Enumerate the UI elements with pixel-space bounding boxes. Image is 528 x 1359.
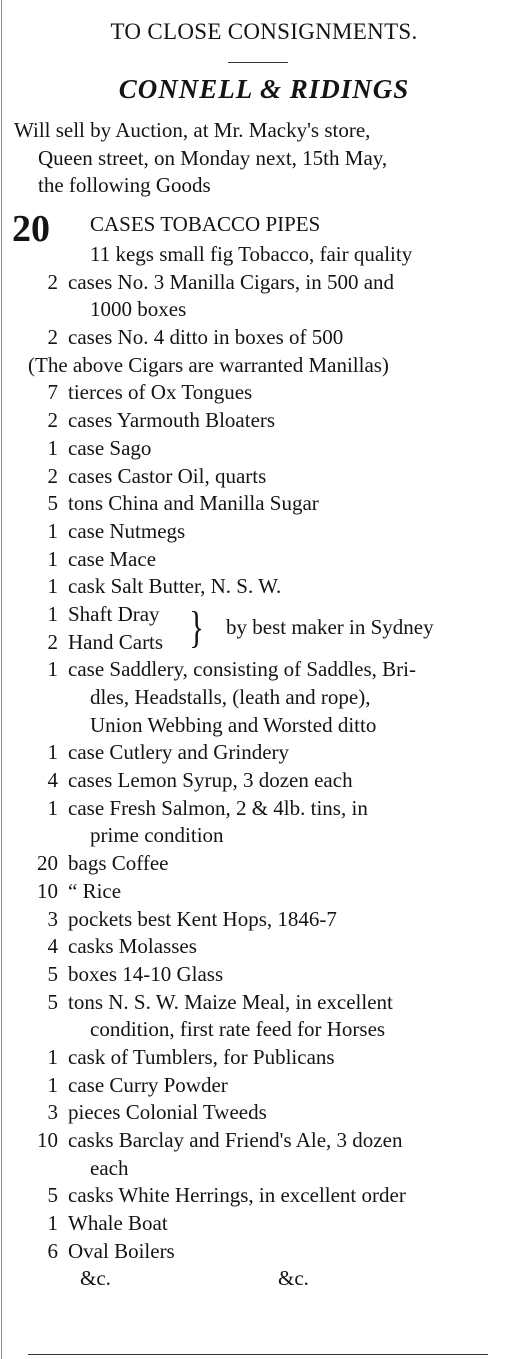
bottom-rule bbox=[28, 1354, 488, 1355]
item-quantity: 2 bbox=[47, 269, 58, 294]
item-quantity: 3 bbox=[47, 906, 58, 931]
item-description: case Sago bbox=[68, 435, 152, 460]
list-item bbox=[0, 1182, 528, 1210]
etcetera-row bbox=[0, 1265, 528, 1295]
item-description: Hand Carts bbox=[68, 629, 164, 654]
item-description: case Fresh Salmon, 2 & 4lb. tins, in bbox=[68, 795, 368, 820]
list-item bbox=[0, 490, 528, 518]
item-description: each bbox=[90, 1155, 129, 1180]
item-description: case Saddlery, consisting of Saddles, Bri- bbox=[68, 657, 416, 682]
list-item bbox=[0, 352, 528, 380]
list-item bbox=[0, 906, 528, 934]
list-item bbox=[0, 989, 528, 1017]
item-quantity: 1 bbox=[47, 657, 58, 682]
brace-group bbox=[0, 601, 528, 656]
list-item bbox=[0, 656, 528, 684]
intro-line: Will sell by Auction, at Mr. Macky's store, bbox=[14, 118, 371, 142]
heading: TO CLOSE CONSIGNMENTS. bbox=[110, 19, 418, 44]
list-item bbox=[0, 1210, 528, 1238]
goods-list bbox=[0, 241, 528, 1295]
list-item bbox=[0, 435, 528, 463]
list-item-continuation bbox=[0, 296, 528, 324]
item-description: prime condition bbox=[90, 823, 224, 848]
list-item bbox=[0, 463, 528, 491]
item-description: cask of Tumblers, for Publicans bbox=[68, 1044, 335, 1069]
item-quantity: 1 bbox=[47, 795, 58, 820]
item-quantity: 2 bbox=[47, 629, 58, 654]
list-item bbox=[0, 1099, 528, 1127]
list-item bbox=[0, 1238, 528, 1266]
item-description: casks Molasses bbox=[68, 934, 197, 959]
item-description: case Curry Powder bbox=[68, 1072, 228, 1097]
item-description: bags Coffee bbox=[68, 851, 169, 876]
item-quantity: 1 bbox=[47, 574, 58, 599]
item-quantity: 7 bbox=[47, 380, 58, 405]
item-description: case Cutlery and Grindery bbox=[68, 740, 290, 765]
list-item-continuation bbox=[0, 712, 528, 740]
item-description: condition, first rate feed for Horses bbox=[90, 1017, 386, 1042]
intro-paragraph bbox=[14, 117, 524, 200]
item-quantity: 5 bbox=[47, 491, 58, 516]
item-quantity: 5 bbox=[47, 989, 58, 1014]
item-quantity: 1 bbox=[47, 518, 58, 543]
brace-shared-text: by best maker in Sydney bbox=[226, 614, 434, 639]
item-description: 11 kegs small fig Tobacco, fair quality bbox=[90, 242, 413, 266]
list-item bbox=[0, 850, 528, 878]
item-quantity: 2 bbox=[47, 463, 58, 488]
list-item bbox=[0, 407, 528, 435]
list-item bbox=[0, 795, 528, 823]
brace-glyph: } bbox=[189, 602, 204, 652]
item-quantity: 5 bbox=[47, 1183, 58, 1208]
item-description: case Mace bbox=[68, 546, 157, 571]
item-description: Oval Boilers bbox=[68, 1238, 175, 1263]
item-description: tierces of Ox Tongues bbox=[68, 380, 253, 405]
item-description: cask Salt Butter, N. S. W. bbox=[68, 574, 282, 599]
list-item bbox=[0, 518, 528, 546]
list-item bbox=[0, 1072, 528, 1100]
item-description: tons China and Manilla Sugar bbox=[68, 491, 319, 516]
list-item bbox=[0, 379, 528, 407]
item-description: cases No. 3 Manilla Cigars, in 500 and bbox=[68, 269, 395, 294]
item-quantity: 3 bbox=[47, 1100, 58, 1125]
item-quantity: 1 bbox=[47, 601, 58, 626]
item-quantity: 4 bbox=[47, 768, 58, 793]
list-item bbox=[0, 878, 528, 906]
item-quantity: 4 bbox=[47, 934, 58, 959]
item-description: pockets best Kent Hops, 1846-7 bbox=[68, 906, 337, 931]
list-item bbox=[0, 1127, 528, 1155]
list-item bbox=[0, 546, 528, 574]
intro-line: the following Goods bbox=[38, 173, 211, 198]
item-description: casks White Herrings, in excellent order bbox=[68, 1183, 406, 1208]
item-description: case Nutmegs bbox=[68, 518, 186, 543]
item-quantity: 10 bbox=[37, 1128, 58, 1153]
item-description: “ Rice bbox=[68, 878, 122, 903]
firm-name: CONNELL & RIDINGS bbox=[118, 74, 410, 104]
list-item bbox=[0, 573, 528, 601]
list-item bbox=[0, 324, 528, 352]
item-description: tons N. S. W. Maize Meal, in excellent bbox=[68, 989, 393, 1014]
heading-rule bbox=[228, 62, 288, 63]
item-description: Union Webbing and Worsted ditto bbox=[90, 712, 377, 737]
item-description: (The above Cigars are warranted Manillas) bbox=[28, 352, 389, 377]
item-description: boxes 14-10 Glass bbox=[68, 961, 224, 986]
item-quantity: 1 bbox=[47, 546, 58, 571]
item-quantity: 1 bbox=[47, 1044, 58, 1069]
item-description: Shaft Dray bbox=[68, 601, 160, 626]
list-item bbox=[0, 739, 528, 767]
item-description: dles, Headstalls, (leath and rope), bbox=[90, 685, 371, 710]
item-description: cases No. 4 ditto in boxes of 500 bbox=[68, 325, 344, 350]
item-quantity: 1 bbox=[47, 435, 58, 460]
item-quantity: 1 bbox=[47, 1072, 58, 1097]
item-description: cases Yarmouth Bloaters bbox=[68, 408, 276, 433]
intro-line: Queen street, on Monday next, 15th May, bbox=[38, 145, 388, 170]
list-item bbox=[0, 269, 528, 297]
list-item bbox=[0, 961, 528, 989]
list-item-continuation bbox=[0, 1155, 528, 1183]
list-item-continuation bbox=[0, 684, 528, 712]
list-item-continuation bbox=[0, 1016, 528, 1044]
item-quantity: 5 bbox=[47, 961, 58, 986]
item-description: cases Castor Oil, quarts bbox=[68, 463, 267, 488]
list-item bbox=[0, 1044, 528, 1072]
item-description: pieces Colonial Tweeds bbox=[68, 1100, 267, 1125]
lead-item: CASES TOBACCO PIPES bbox=[90, 212, 321, 236]
item-description: Whale Boat bbox=[68, 1211, 168, 1236]
list-item bbox=[0, 767, 528, 795]
item-description: cases Lemon Syrup, 3 dozen each bbox=[68, 768, 353, 793]
item-quantity: 20 bbox=[37, 851, 58, 876]
item-quantity: 1 bbox=[47, 740, 58, 765]
item-quantity: 2 bbox=[47, 408, 58, 433]
list-item-continuation bbox=[0, 822, 528, 850]
etcetera: &c. bbox=[80, 1266, 111, 1291]
item-quantity: 2 bbox=[47, 325, 58, 350]
item-description: casks Barclay and Friend's Ale, 3 dozen bbox=[68, 1128, 403, 1153]
item-quantity: 10 bbox=[37, 878, 58, 903]
list-item bbox=[0, 933, 528, 961]
item-quantity: 1 bbox=[47, 1211, 58, 1236]
item-quantity: 6 bbox=[47, 1238, 58, 1263]
etcetera: &c. bbox=[278, 1266, 309, 1291]
list-item bbox=[0, 241, 528, 269]
lead-quantity: 20 bbox=[12, 208, 50, 250]
item-description: 1000 boxes bbox=[90, 297, 187, 322]
